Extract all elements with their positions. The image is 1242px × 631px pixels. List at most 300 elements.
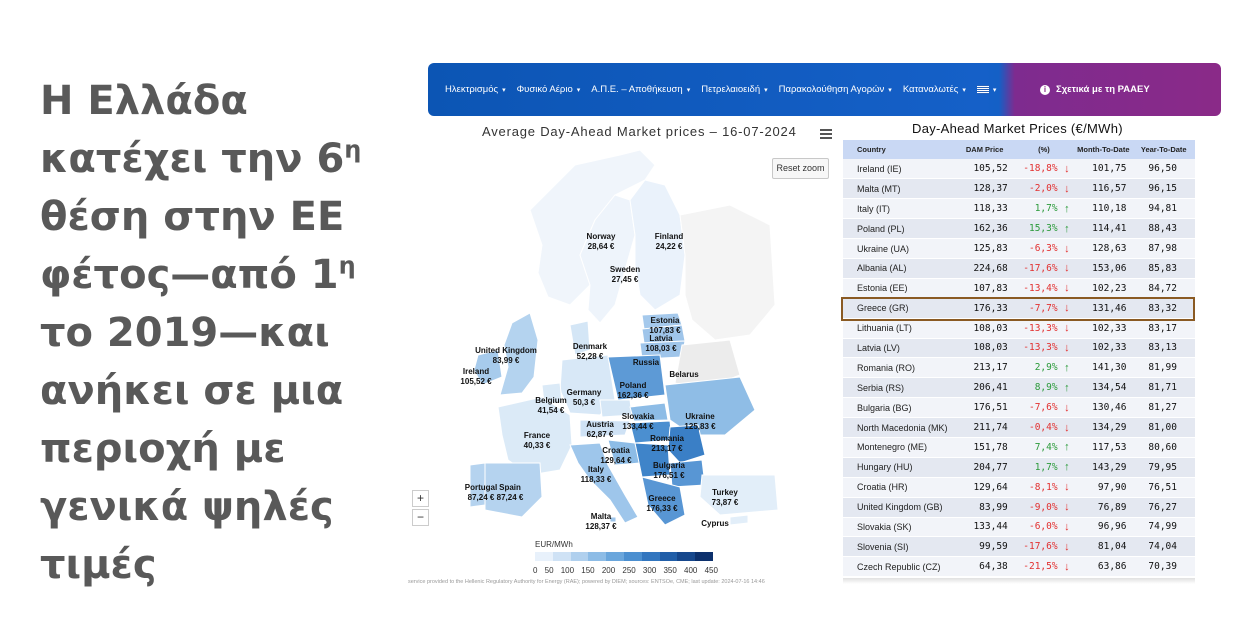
map-label-country: Turkey — [712, 488, 738, 497]
country-cell: Bulgaria (BG) — [843, 398, 955, 418]
month-to-date-cell: 63,86 — [1074, 557, 1132, 577]
change-percent-cell: 8,9% — [1014, 378, 1060, 398]
country-cell: Romania (RO) — [843, 358, 955, 378]
chart-menu-icon[interactable] — [820, 129, 832, 141]
zoom-in-button[interactable]: + — [412, 490, 429, 507]
change-percent-cell: 7,4% — [1014, 437, 1060, 457]
arrow-up-icon: ↑ — [1060, 437, 1075, 457]
country-cell: Hungary (HU) — [843, 457, 955, 477]
table-row — [843, 199, 1195, 219]
map-label-price: 28,64 € — [587, 241, 615, 251]
arrow-down-icon: ↓ — [1060, 159, 1075, 179]
nav-item-label: Α.Π.Ε. – Αποθήκευση — [591, 84, 683, 95]
change-percent-cell: -17,6% — [1014, 258, 1060, 278]
map-label-ireland — [460, 367, 491, 386]
map-label-austria — [586, 420, 614, 439]
legend-swatch-8 — [677, 552, 695, 561]
legend-swatch-3 — [588, 552, 606, 561]
map-label-russia — [633, 358, 659, 368]
legend-tick: 350 — [663, 566, 677, 575]
nav-item-3[interactable] — [701, 84, 767, 95]
map-label-country: Spain — [499, 483, 521, 492]
nav-item-4[interactable] — [779, 84, 892, 95]
dam-price-cell: 118,33 — [955, 199, 1013, 219]
legend-tick: 100 — [560, 566, 575, 575]
year-to-date-cell: 79,95 — [1132, 457, 1195, 477]
table-row — [843, 278, 1195, 298]
map-label-price: 62,87 € — [586, 429, 614, 439]
legend-swatch-7 — [660, 552, 678, 561]
arrow-down-icon: ↓ — [1060, 318, 1075, 338]
map-label-malta — [585, 512, 616, 531]
month-to-date-cell: 102,23 — [1074, 278, 1132, 298]
map-region-russia — [680, 205, 775, 340]
map-label-country: Malta — [590, 512, 612, 521]
map-label-germany — [567, 388, 602, 407]
arrow-up-icon: ↑ — [1060, 358, 1075, 378]
nav-item-2[interactable] — [591, 84, 690, 95]
map-label-spain — [497, 483, 524, 502]
chevron-down-icon: ▾ — [502, 87, 506, 94]
arrow-up-icon: ↑ — [1060, 457, 1075, 477]
legend-swatch-2 — [571, 552, 589, 561]
year-to-date-cell: 84,72 — [1132, 278, 1195, 298]
map-label-greece — [646, 494, 677, 513]
country-cell: Croatia (HR) — [843, 477, 955, 497]
legend-tick: 50 — [544, 566, 554, 575]
headline-line — [40, 130, 410, 188]
year-to-date-cell: 83,13 — [1132, 338, 1195, 358]
legend-tick: 450 — [704, 566, 718, 575]
change-percent-cell: -17,6% — [1014, 537, 1060, 557]
map-label-latvia — [645, 334, 676, 353]
month-to-date-cell: 81,04 — [1074, 537, 1132, 557]
month-to-date-cell: 96,96 — [1074, 517, 1132, 537]
map-label-price: 128,37 € — [585, 521, 617, 531]
about-link-label: Σχετικά με τη ΡΑΑΕΥ — [1056, 84, 1150, 95]
column-header-4[interactable]: Year-To-Date — [1132, 140, 1195, 159]
change-percent-cell: 15,3% — [1014, 219, 1060, 239]
month-to-date-cell: 114,41 — [1074, 219, 1132, 239]
map-label-country: Bulgaria — [652, 461, 686, 470]
map-label-country: Denmark — [572, 342, 608, 351]
legend-tick: 250 — [622, 566, 636, 575]
legend-swatch-0 — [535, 552, 553, 561]
table-row — [843, 179, 1195, 199]
arrow-down-icon: ↓ — [1060, 418, 1075, 438]
country-cell: Ukraine (UA) — [843, 239, 955, 259]
month-to-date-cell: 116,57 — [1074, 179, 1132, 199]
month-to-date-cell: 110,18 — [1074, 199, 1132, 219]
map-label-norway — [587, 232, 616, 251]
country-cell: Italy (IT) — [843, 199, 955, 219]
dam-price-cell: 108,03 — [955, 318, 1013, 338]
map-label-denmark — [573, 342, 607, 361]
map-label-ukraine — [684, 412, 715, 431]
map-label-price: 27,45 € — [611, 274, 639, 284]
year-to-date-cell: 81,71 — [1132, 378, 1195, 398]
month-to-date-cell: 143,29 — [1074, 457, 1132, 477]
country-cell: Greece (GR) — [843, 298, 955, 318]
change-percent-cell: 2,9% — [1014, 358, 1060, 378]
dam-price-cell: 204,77 — [955, 457, 1013, 477]
arrow-down-icon: ↓ — [1060, 278, 1075, 298]
year-to-date-cell: 83,17 — [1132, 318, 1195, 338]
map-label-price: 176,51 € — [653, 470, 685, 480]
year-to-date-cell: 94,81 — [1132, 199, 1195, 219]
column-header-3[interactable]: Month-To-Date — [1074, 140, 1132, 159]
arrow-up-icon: ↑ — [1060, 219, 1075, 239]
dam-price-cell: 107,83 — [955, 278, 1013, 298]
legend-tick: 300 — [642, 566, 657, 575]
table-shadow — [843, 578, 1195, 584]
headline-line — [40, 246, 410, 304]
map-label-country: Estonia — [650, 316, 680, 325]
map-label-country: Russia — [632, 358, 660, 367]
nav-item-0[interactable] — [445, 84, 506, 95]
change-percent-cell: -18,8% — [1014, 159, 1060, 179]
map-label-price: 129,64 € — [600, 455, 632, 465]
change-percent-cell: -7,6% — [1014, 398, 1060, 418]
table-row — [843, 298, 1195, 318]
arrow-down-icon: ↓ — [1060, 298, 1075, 318]
change-percent-cell: -2,0% — [1014, 179, 1060, 199]
month-to-date-cell: 130,46 — [1074, 398, 1132, 418]
map-label-price: 40,33 € — [523, 440, 551, 450]
table-row — [843, 159, 1195, 179]
map-label-italy — [581, 465, 612, 484]
month-to-date-cell: 117,53 — [1074, 437, 1132, 457]
map-label-france — [524, 431, 551, 450]
headline-line: ανήκει σε μια — [40, 368, 344, 414]
country-cell: Estonia (EE) — [843, 278, 955, 298]
arrow-down-icon: ↓ — [1060, 398, 1075, 418]
arrow-down-icon: ↓ — [1060, 258, 1075, 278]
headline-line: το 2019—και — [40, 310, 330, 356]
map-label-country: Belarus — [669, 370, 699, 379]
dam-price-cell: 125,83 — [955, 239, 1013, 259]
headline-text: κατέχει την 6 — [40, 136, 345, 182]
country-cell: Serbia (RS) — [843, 378, 955, 398]
headline-text: φέτος—από 1 — [40, 252, 339, 298]
map-label-turkey — [712, 488, 739, 507]
table-row — [843, 517, 1195, 537]
country-cell: Slovakia (SK) — [843, 517, 955, 537]
dam-price-cell: 213,17 — [955, 358, 1013, 378]
zoom-out-button[interactable]: − — [412, 509, 429, 526]
country-cell: United Kingdom (GB) — [843, 497, 955, 517]
table-row — [843, 537, 1195, 557]
map-label-country: Portugal — [464, 483, 498, 492]
map-label-bulgaria — [653, 461, 685, 480]
year-to-date-cell: 76,51 — [1132, 477, 1195, 497]
country-cell: Slovenia (SI) — [843, 537, 955, 557]
map-label-slovakia — [622, 412, 654, 431]
country-cell: Ireland (IE) — [843, 159, 955, 179]
month-to-date-cell: 131,46 — [1074, 298, 1132, 318]
year-to-date-cell: 70,39 — [1132, 557, 1195, 577]
map-label-country: Greece — [648, 494, 676, 503]
change-percent-cell: -13,3% — [1014, 338, 1060, 358]
legend-title: EUR/MWh — [535, 540, 573, 549]
table-row — [843, 437, 1195, 457]
year-to-date-cell: 87,98 — [1132, 239, 1195, 259]
month-to-date-cell: 97,90 — [1074, 477, 1132, 497]
legend-swatch-1 — [553, 552, 571, 561]
map-label-country: Germany — [566, 388, 602, 397]
year-to-date-cell: 85,83 — [1132, 258, 1195, 278]
country-cell: Malta (MT) — [843, 179, 955, 199]
legend-tick: 400 — [684, 566, 698, 575]
change-percent-cell: -13,3% — [1014, 318, 1060, 338]
arrow-down-icon: ↓ — [1060, 557, 1075, 577]
map-title: Average Day-Ahead Market prices – 16-07-2024 — [482, 124, 797, 139]
map-label-country: Norway — [586, 232, 616, 241]
dam-price-cell: 64,38 — [955, 557, 1013, 577]
headline-line: τιμές — [40, 542, 157, 588]
legend-swatch-5 — [624, 552, 642, 561]
table-row — [843, 418, 1195, 438]
headline-superscript: η — [338, 251, 356, 280]
credits-text: service provided to the Hellenic Regulatory Authority for Energy (RAE); powered by DIEM; sources: ENTSOe, CME; last update: 2024-07-16 14:46 — [408, 579, 765, 585]
map-region-cyprus — [730, 515, 748, 525]
change-percent-cell: 1,7% — [1014, 457, 1060, 477]
map-label-poland — [617, 381, 648, 400]
table-row — [843, 477, 1195, 497]
year-to-date-cell: 74,99 — [1132, 517, 1195, 537]
language-selector[interactable] — [977, 84, 997, 95]
change-percent-cell: -7,7% — [1014, 298, 1060, 318]
year-to-date-cell: 88,43 — [1132, 219, 1195, 239]
chevron-down-icon: ▾ — [764, 87, 768, 94]
map-label-price: 83,99 € — [492, 355, 520, 365]
month-to-date-cell: 153,06 — [1074, 258, 1132, 278]
dam-price-cell: 176,33 — [955, 298, 1013, 318]
map-label-country: Ireland — [462, 367, 490, 376]
chevron-down-icon: ▾ — [576, 87, 581, 94]
arrow-down-icon: ↓ — [1060, 338, 1075, 358]
arrow-down-icon: ↓ — [1060, 239, 1075, 259]
column-header-1[interactable]: DAM Price — [955, 140, 1013, 159]
chevron-down-icon: ▾ — [962, 87, 966, 94]
info-icon: i — [1040, 85, 1050, 95]
map-label-romania — [650, 434, 684, 453]
legend-swatch-9 — [695, 552, 713, 561]
change-percent-cell: -9,0% — [1014, 497, 1060, 517]
table-row — [843, 358, 1195, 378]
map-label-country: Finland — [654, 232, 684, 241]
legend-tick: 200 — [601, 566, 616, 575]
headline-line: περιοχή με — [40, 426, 286, 472]
arrow-down-icon: ↓ — [1060, 477, 1075, 497]
map-label-price: 125,83 € — [684, 421, 716, 431]
nav-item-1[interactable] — [517, 84, 581, 95]
price-table — [843, 140, 1195, 577]
map-label-price: 24,22 € — [655, 241, 683, 251]
dam-price-cell: 83,99 — [955, 497, 1013, 517]
legend-swatch-6 — [642, 552, 660, 561]
year-to-date-cell: 81,00 — [1132, 418, 1195, 438]
map-label-country: Sweden — [609, 265, 641, 274]
nav-item-label: Παρακολούθηση Αγορών — [778, 84, 885, 95]
dam-price-cell: 206,41 — [955, 378, 1013, 398]
table-title: Day-Ahead Market Prices (€/MWh) — [912, 121, 1123, 136]
year-to-date-cell: 96,50 — [1132, 159, 1195, 179]
dam-price-cell: 133,44 — [955, 517, 1013, 537]
chevron-down-icon: ▾ — [992, 87, 997, 94]
year-to-date-cell: 80,60 — [1132, 437, 1195, 457]
headline-line: θέση στην ΕΕ — [40, 194, 345, 240]
change-percent-cell: -13,4% — [1014, 278, 1060, 298]
month-to-date-cell: 76,89 — [1074, 497, 1132, 517]
nav-item-5[interactable] — [903, 84, 966, 95]
nav-menu — [445, 63, 996, 116]
map-label-country: Romania — [650, 434, 684, 443]
legend-ticks — [533, 566, 718, 575]
arrow-down-icon: ↓ — [1060, 517, 1075, 537]
map-label-country: Slovakia — [621, 412, 655, 421]
map-label-price: 162,36 € — [617, 390, 649, 400]
map-label-finland — [655, 232, 683, 251]
change-percent-cell: -0,4% — [1014, 418, 1060, 438]
map-label-country: France — [523, 431, 551, 440]
legend-tick: 150 — [581, 566, 595, 575]
map-label-price: 118,33 € — [580, 474, 612, 484]
map-label-united-kingdom — [475, 346, 537, 365]
table-row — [843, 557, 1195, 577]
column-header-0[interactable]: Country — [843, 140, 955, 159]
map-label-country: United Kingdom — [475, 346, 537, 355]
map-label-price: 73,87 € — [711, 497, 739, 507]
nav-item-label: Ηλεκτρισμός — [445, 84, 499, 95]
month-to-date-cell: 102,33 — [1074, 318, 1132, 338]
map-label-country: Poland — [619, 381, 647, 390]
headline-superscript: η — [344, 135, 362, 164]
map-label-portugal — [465, 483, 497, 502]
map-label-country: Latvia — [649, 334, 673, 343]
table-row — [843, 497, 1195, 517]
country-cell: Latvia (LV) — [843, 338, 955, 358]
dam-price-cell: 162,36 — [955, 219, 1013, 239]
map-label-belarus — [669, 370, 698, 380]
change-percent-cell: -6,3% — [1014, 239, 1060, 259]
greek-flag-icon — [977, 85, 989, 94]
year-to-date-cell: 81,27 — [1132, 398, 1195, 418]
about-link[interactable] — [1040, 63, 1150, 116]
map-label-price: 108,03 € — [645, 343, 677, 353]
table-row — [843, 239, 1195, 259]
color-legend — [535, 552, 713, 561]
arrow-up-icon: ↑ — [1060, 199, 1075, 219]
table-row — [843, 318, 1195, 338]
map-label-belgium — [535, 396, 567, 415]
month-to-date-cell: 128,63 — [1074, 239, 1132, 259]
country-cell: Czech Republic (CZ) — [843, 557, 955, 577]
year-to-date-cell: 96,15 — [1132, 179, 1195, 199]
change-percent-cell: -6,0% — [1014, 517, 1060, 537]
map-label-country: Belgium — [535, 396, 567, 405]
month-to-date-cell: 102,33 — [1074, 338, 1132, 358]
map-label-price: 50,3 € — [572, 397, 596, 407]
country-cell: Montenegro (ME) — [843, 437, 955, 457]
map-label-estonia — [649, 316, 680, 335]
nav-item-label: Καταναλωτές — [902, 84, 959, 95]
arrow-down-icon: ↓ — [1060, 179, 1075, 199]
change-percent-cell: -8,1% — [1014, 477, 1060, 497]
year-to-date-cell: 83,32 — [1132, 298, 1195, 318]
map-label-price: 52,28 € — [576, 351, 604, 361]
headline-line: γενικά ψηλές — [40, 484, 334, 530]
slide-headline — [40, 72, 410, 594]
map-label-price: 176,33 € — [646, 503, 678, 513]
map-label-price: 41,54 € — [537, 405, 565, 415]
map-label-price: 107,83 € — [649, 325, 681, 335]
column-header-2[interactable]: (%) — [1014, 140, 1074, 159]
reset-zoom-button[interactable]: Reset zoom — [772, 158, 829, 179]
country-cell: Albania (AL) — [843, 258, 955, 278]
table-row — [843, 219, 1195, 239]
map-label-croatia — [600, 446, 631, 465]
table-row — [843, 338, 1195, 358]
month-to-date-cell: 101,75 — [1074, 159, 1132, 179]
map-label-country: Cyprus — [701, 519, 729, 528]
map-label-price: 213,17 € — [651, 443, 683, 453]
map-label-price: 105,52 € — [460, 376, 492, 386]
map-label-price: 133,44 € — [622, 421, 654, 431]
chevron-down-icon: ▾ — [888, 87, 892, 94]
map-label-cyprus — [701, 519, 729, 529]
table-header-row — [843, 140, 1195, 159]
map-label-price: 87,24 € — [496, 492, 524, 502]
headline-line: Η Ελλάδα — [40, 78, 248, 124]
month-to-date-cell: 134,29 — [1074, 418, 1132, 438]
table-row — [843, 398, 1195, 418]
map-label-sweden — [610, 265, 640, 284]
dam-price-cell: 108,03 — [955, 338, 1013, 358]
legend-swatch-4 — [606, 552, 624, 561]
month-to-date-cell: 134,54 — [1074, 378, 1132, 398]
dam-price-cell: 129,64 — [955, 477, 1013, 497]
table-row — [843, 378, 1195, 398]
country-cell: Lithuania (LT) — [843, 318, 955, 338]
change-percent-cell: -21,5% — [1014, 557, 1060, 577]
dam-price-cell: 99,59 — [955, 537, 1013, 557]
map-label-price: 87,24 € — [467, 492, 495, 502]
top-navbar — [428, 63, 1221, 116]
dam-price-cell: 224,68 — [955, 258, 1013, 278]
change-percent-cell: 1,7% — [1014, 199, 1060, 219]
arrow-down-icon: ↓ — [1060, 537, 1075, 557]
nav-item-label: Φυσικό Αέριο — [516, 84, 573, 95]
dam-price-cell: 105,52 — [955, 159, 1013, 179]
chevron-down-icon: ▾ — [686, 87, 691, 94]
map-label-country: Ukraine — [685, 412, 715, 421]
country-cell: North Macedonia (MK) — [843, 418, 955, 438]
map-label-country: Italy — [587, 465, 605, 474]
month-to-date-cell: 141,30 — [1074, 358, 1132, 378]
year-to-date-cell: 76,27 — [1132, 497, 1195, 517]
legend-tick: 0 — [533, 566, 538, 575]
table-row — [843, 258, 1195, 278]
map-label-country: Austria — [586, 420, 614, 429]
year-to-date-cell: 81,99 — [1132, 358, 1195, 378]
dam-price-cell: 128,37 — [955, 179, 1013, 199]
nav-item-label: Πετρελαιοειδή — [701, 84, 761, 95]
table-row — [843, 457, 1195, 477]
country-cell: Poland (PL) — [843, 219, 955, 239]
arrow-up-icon: ↑ — [1060, 378, 1075, 398]
dam-price-cell: 176,51 — [955, 398, 1013, 418]
